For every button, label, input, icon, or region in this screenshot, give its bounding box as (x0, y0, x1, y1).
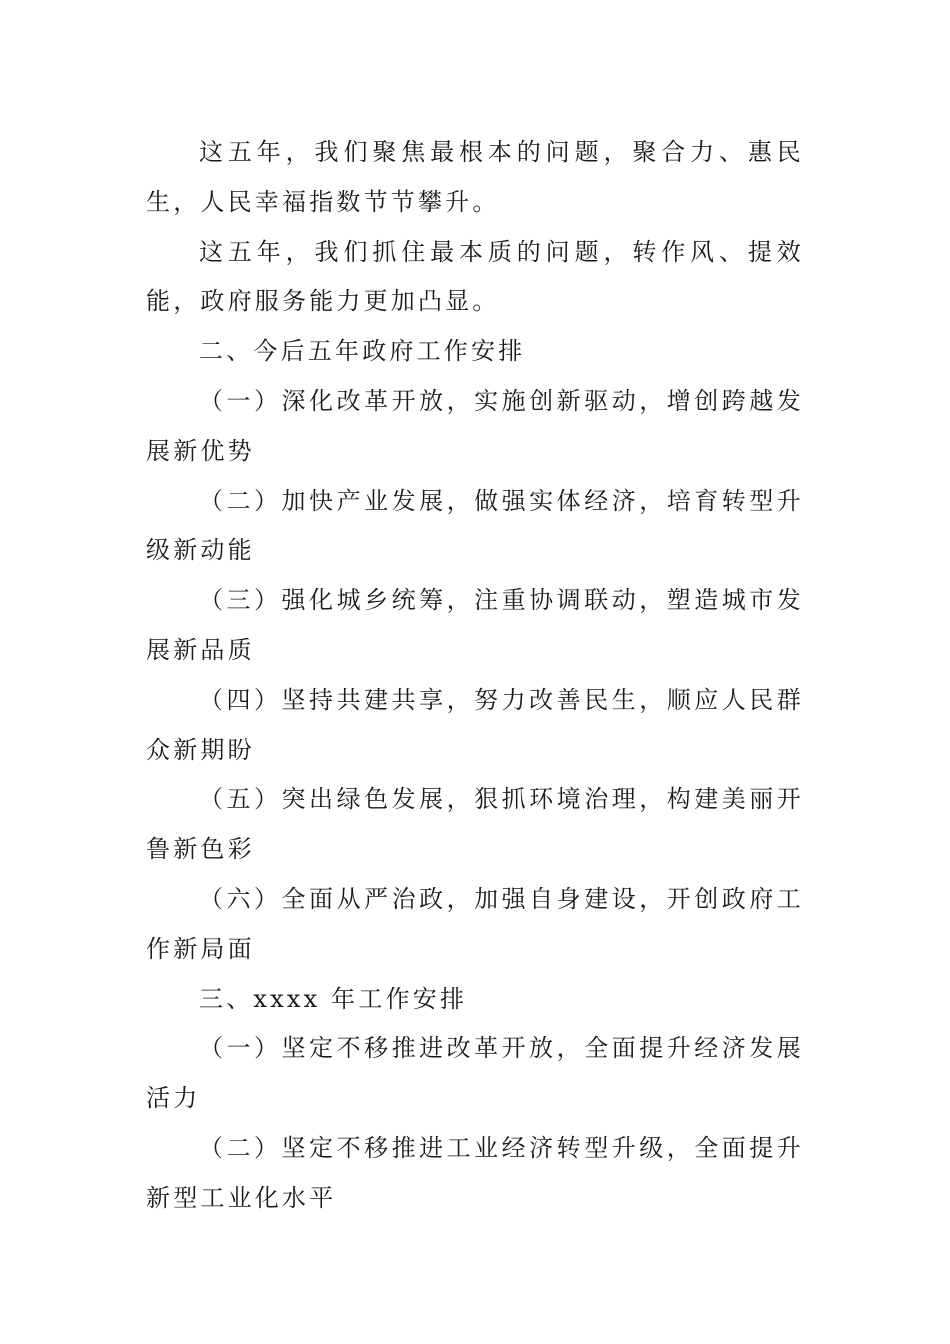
plan-item-4: （四）坚持共建共享，努力改善民生，顺应人民群众新期盼 (146, 685, 804, 764)
section-heading-annual-plan: 三、xxxx 年工作安排 (199, 984, 468, 1013)
document-body (146, 128, 804, 1224)
plan-item-6: （六）全面从严治政，加强自身建设，开创政府工作新局面 (146, 884, 804, 963)
plan-item-5: （五）突出绿色发展，狠抓环境治理，构建美丽开鲁新色彩 (146, 785, 804, 864)
paragraph-achievement-livelihood: 这五年，我们聚焦最根本的问题，聚合力、惠民生，人民幸福指数节节攀升。 (146, 138, 804, 216)
annual-item-2: （二）坚定不移推进工业经济转型升级，全面提升新型工业化水平 (146, 1133, 804, 1212)
plan-item-3: （三）强化城乡统筹，注重协调联动，塑造城市发展新品质 (146, 586, 804, 664)
plan-item-1: （一）深化改革开放，实施创新驱动，增创跨越发展新优势 (146, 386, 804, 465)
plan-item-2: （二）加快产业发展，做强实体经济，培育转型升级新动能 (146, 486, 804, 565)
annual-item-1: （一）坚定不移推进改革开放，全面提升经济发展活力 (146, 1034, 804, 1113)
section-heading-five-year-plan: 二、今后五年政府工作安排 (199, 337, 526, 366)
paragraph-achievement-service: 这五年，我们抓住最本质的问题，转作风、提效能，政府服务能力更加凸显。 (146, 237, 804, 316)
